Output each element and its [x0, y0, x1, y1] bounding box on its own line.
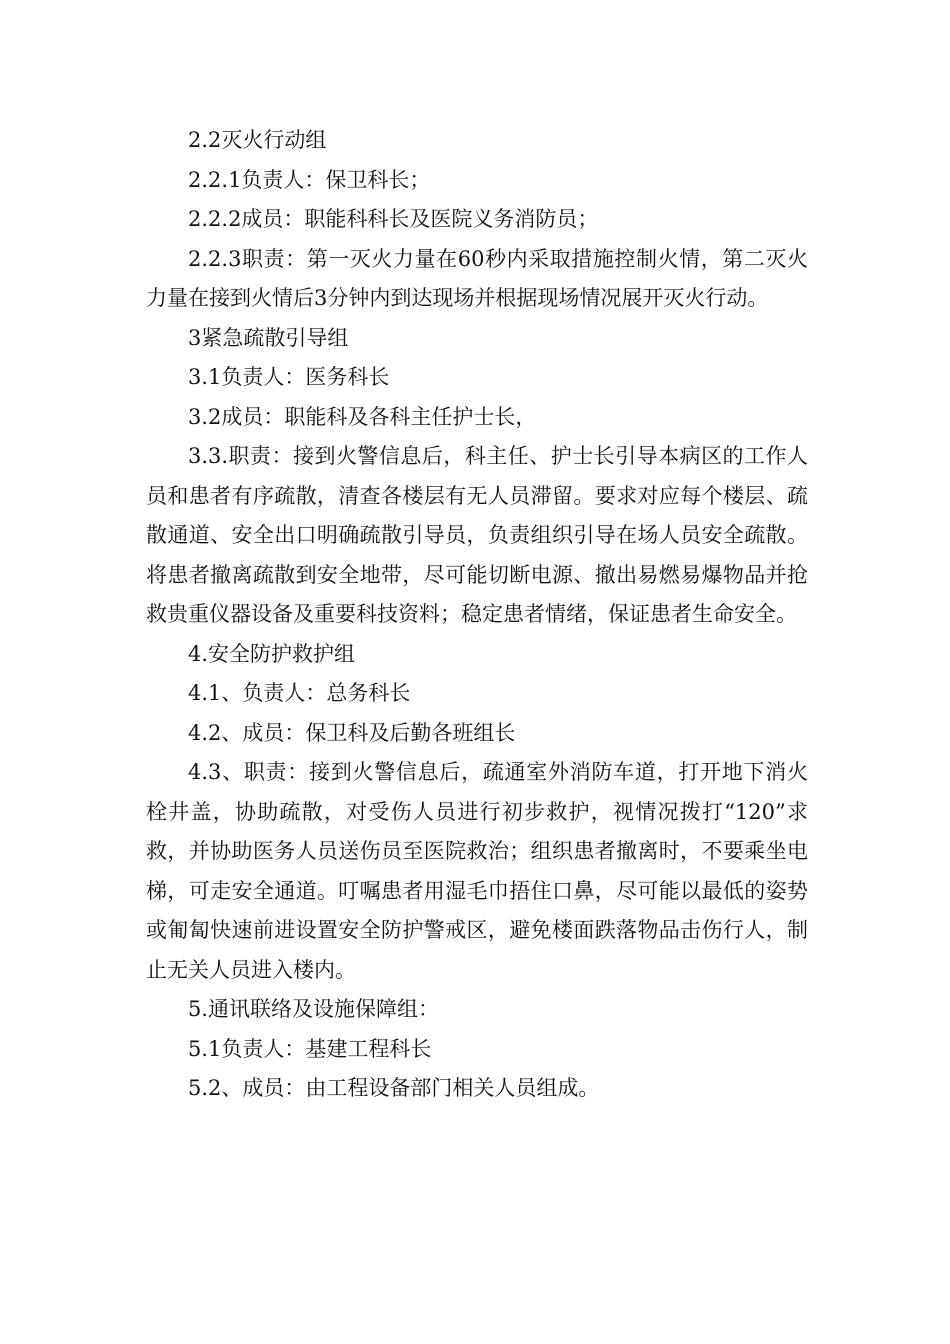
- paragraph-3-3: 3.3.职责：接到火警信息后，科主任、护士长引导本病区的工作人员和患者有序疏散，清查各楼层有无人员滞留。要求对应每个楼层、疏散通道、安全出口明确疏散引导员，负责组织引导在场人员安全疏散。将患者撤离疏散到安全地带，尽可能切断电源、撤出易燃易爆物品并抢救贵重仪器设备及重要科技资料；稳定患者情绪，保证患者生命安全。: [146, 444, 808, 626]
- paragraph-5-1: 5.1负责人：基建工程科长: [188, 1036, 432, 1061]
- paragraph-2-2-1: 2.2.1负责人：保卫科长；: [188, 167, 431, 192]
- paragraph-2-2-2: 2.2.2成员：职能科科长及医院义务消防员；: [188, 207, 599, 231]
- paragraph-3-1: 3.1负责人：医务科长: [188, 365, 390, 389]
- paragraph-4-2: 4.2、成员：保卫科及后勤各班组长: [188, 720, 516, 745]
- paragraph-2-2-3: 2.2.3职责：第一灭火力量在60秒内采取措施控制火情，第二灭火力量在接到火情后3分钟内到达现场并根据现场情况展开灭火行动。: [146, 246, 808, 310]
- paragraph-4-1: 4.1、负责人：总务科长: [188, 681, 411, 705]
- document-body: [146, 121, 808, 1109]
- section-heading-5: 5.通讯联络及设施保障组：: [188, 997, 440, 1021]
- paragraph-5-2: 5.2、成员：由工程设备部门相关人员组成。: [188, 1076, 600, 1100]
- section-heading-2-2: 2.2灭火行动组: [188, 128, 327, 152]
- paragraph-3-2: 3.2成员：职能科及各科主任护士长，: [188, 404, 537, 429]
- section-heading-4: 4.安全防护救护组: [188, 641, 356, 666]
- paragraph-4-3: 4.3、职责：接到火警信息后，疏通室外消防车道，打开地下消火栓井盖，协助疏散，对受伤人员进行初步救护，视情况拨打“120”求救，并协助医务人员送伤员至医院救治；组织患者撤离时，不要乘坐电梯，可走安全通道。叮嘱患者用湿毛巾捂住口鼻，尽可能以最低的姿势或匍匐快速前进设置安全防护警戒区，避免楼面跌落物品击伤行人，制止无关人员进入楼内。: [146, 760, 808, 982]
- section-heading-3: 3紧急疏散引导组: [188, 325, 349, 350]
